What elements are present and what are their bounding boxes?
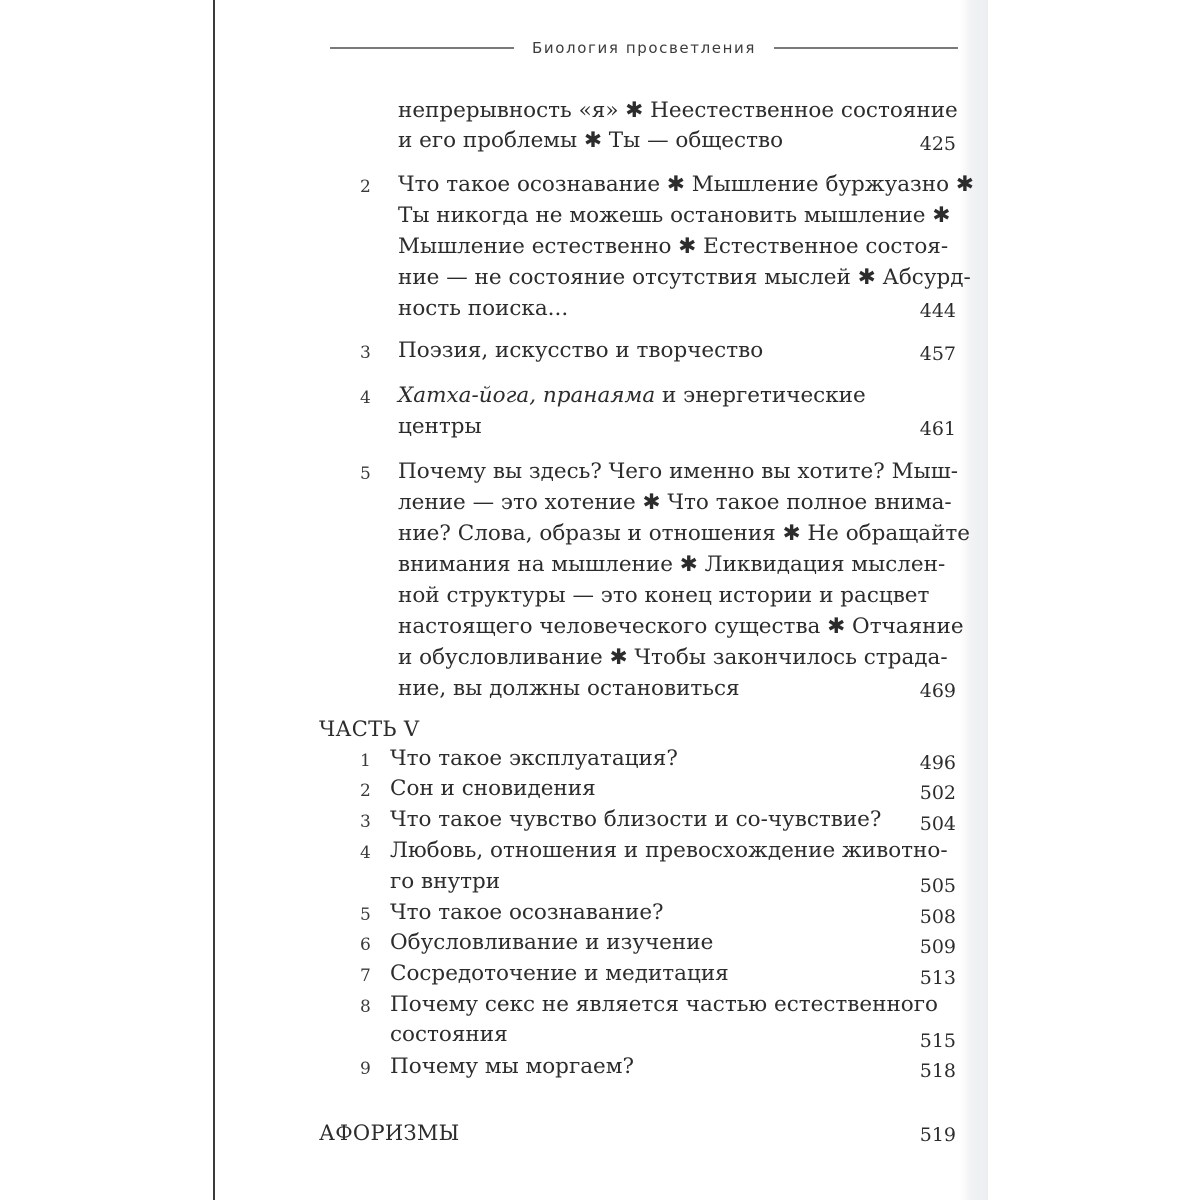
part-heading: ЧАСТЬ V (319, 717, 420, 741)
toc-entry-text: состояния (390, 1022, 508, 1047)
toc-entry-text: внимания на мышление ✱ Ликвидация мыслен- (398, 552, 946, 577)
toc-page-number: 496 (919, 752, 956, 774)
aphorisms-heading: АФОРИЗМЫ (319, 1121, 460, 1145)
toc-entry-number: 1 (360, 751, 371, 771)
running-header-title: Биология просветления (532, 39, 756, 57)
toc-entry-text: Почему секс не является частью естественного (390, 992, 938, 1017)
toc-entry-text: Что такое эксплуатация? (390, 746, 678, 771)
toc-entry-number: 5 (360, 905, 371, 925)
toc-entry-text: Любовь, отношения и превосхождение животно- (390, 838, 948, 863)
toc-entry-text (398, 381, 866, 411)
toc-page-number: 425 (919, 133, 956, 155)
toc-page-number: 508 (919, 906, 956, 928)
toc-entry-text: Поэзия, искусство и творчество (398, 338, 764, 363)
toc-page-number: 502 (919, 782, 956, 804)
toc-entry-text: го внутри (390, 869, 501, 894)
toc-entry-number: 3 (360, 812, 371, 832)
toc-entry-text: Что такое осознавание? (390, 900, 664, 925)
toc-entry-number: 5 (360, 464, 371, 484)
toc-page-number: 461 (919, 418, 956, 440)
toc-entry-text: Что такое осознавание ✱ Мышление буржуазно ✱ (398, 172, 974, 197)
toc-entry-text: Ты никогда не можешь остановить мышление ✱ (398, 203, 951, 228)
toc-entry-text: непрерывность «я» ✱ Неестественное состояние (398, 98, 958, 123)
toc-entry-text: ние? Слова, образы и отношения ✱ Не обращайте (398, 521, 970, 546)
toc-entry-number: 2 (360, 781, 371, 801)
toc-page-number: 515 (919, 1030, 956, 1052)
toc-entry-text: Сон и сновидения (390, 776, 596, 801)
toc-entry-text: Сосредоточение и медитация (390, 961, 729, 986)
toc-entry-italic-text: Хатха-йога, пранаяма (398, 383, 656, 408)
toc-entry-number: 8 (360, 997, 371, 1017)
toc-entry-text: Обусловливание и изучение (390, 930, 714, 955)
toc-entry-text: ление — это хотение ✱ Что такое полное внима- (398, 490, 952, 515)
toc-entry-text: ние — не состояние отсутствия мыслей ✱ Абсурд- (398, 265, 971, 290)
toc-entry-text: ность поиска... (398, 296, 569, 321)
toc-page-number: 469 (919, 680, 956, 702)
toc-page-number: 509 (919, 936, 956, 958)
toc-entry-number: 7 (360, 966, 371, 986)
toc-page-number: 519 (919, 1124, 956, 1146)
toc-entry-text: Что такое чувство близости и со-чувствие? (390, 807, 882, 832)
toc-entry-text: ние, вы должны остановиться (398, 676, 740, 701)
toc-page-number: 457 (919, 343, 956, 365)
toc-page-number: 444 (919, 300, 956, 322)
toc-entry-number: 2 (360, 177, 371, 197)
toc-page-number: 513 (919, 967, 956, 989)
toc-entry-text: Почему вы здесь? Чего именно вы хотите? Мыш- (398, 459, 958, 484)
toc-entry-text: настоящего человеческого существа ✱ Отчаяние (398, 614, 964, 639)
toc-entry-number: 3 (360, 343, 371, 363)
toc-entry-text-rest: и энергетические (655, 383, 866, 408)
toc-entry-text: ной структуры — это конец истории и расцвет (398, 583, 930, 608)
toc-entry-number: 4 (360, 843, 371, 863)
toc-entry-text: Мышление естественно ✱ Естественное состоя- (398, 234, 949, 259)
toc-page-number: 504 (919, 813, 956, 835)
toc-page-number: 505 (919, 875, 956, 897)
toc-entry-text: и обусловливание ✱ Чтобы закончилось страда- (398, 645, 948, 670)
toc-entry-number: 9 (360, 1059, 371, 1079)
toc-entry-text: центры (398, 414, 482, 439)
toc-page-number: 518 (919, 1060, 956, 1082)
toc-entry-text: и его проблемы ✱ Ты — общество (398, 128, 784, 153)
toc-entry-number: 6 (360, 935, 371, 955)
toc-entry-text: Почему мы моргаем? (390, 1054, 634, 1079)
toc-entry-number: 4 (360, 388, 371, 408)
